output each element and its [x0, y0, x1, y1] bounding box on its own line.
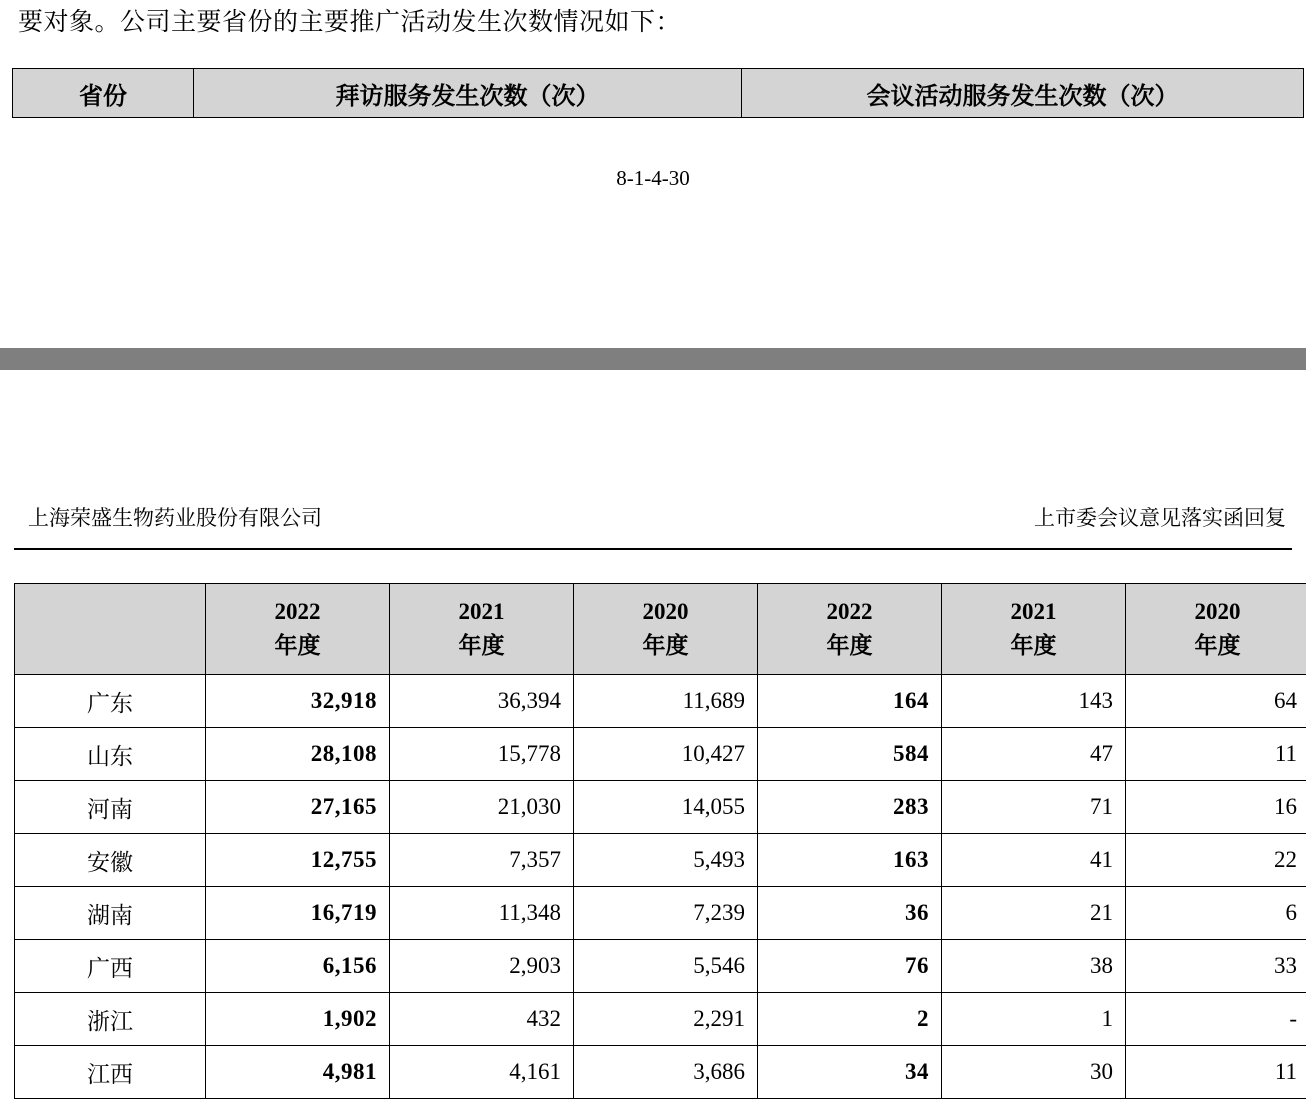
row-value: 2,291 [574, 993, 758, 1046]
table-row [15, 834, 1306, 887]
section-separator-bar [0, 348, 1306, 370]
row-value: 30 [942, 1046, 1126, 1099]
row-value: 4,161 [390, 1046, 574, 1099]
table-header-row [15, 584, 1306, 675]
row-value: 11,689 [574, 675, 758, 728]
header-meeting-2020 [1126, 584, 1306, 675]
header-meeting-2021-year: 2021 [943, 595, 1124, 629]
row-value: 36,394 [390, 675, 574, 728]
promotion-header-table [12, 68, 1304, 118]
header-visit-2021-unit: 年度 [391, 629, 572, 663]
row-value: 11 [1126, 1046, 1306, 1099]
row-province: 江西 [15, 1046, 206, 1099]
running-header-title: 上市委会议意见落实函回复 [1034, 502, 1286, 532]
header-visit-2021 [390, 584, 574, 675]
row-province: 广东 [15, 675, 206, 728]
row-value: 7,357 [390, 834, 574, 887]
row-value: 5,493 [574, 834, 758, 887]
header-visit-2022-year: 2022 [207, 595, 388, 629]
header-visit-2020 [574, 584, 758, 675]
row-province: 山东 [15, 728, 206, 781]
row-value: 16 [1126, 781, 1306, 834]
row-value: 32,918 [206, 675, 390, 728]
row-value: 2 [758, 993, 942, 1046]
table-row [15, 887, 1306, 940]
header-visit-2022-unit: 年度 [207, 629, 388, 663]
header-province [15, 584, 206, 675]
row-value: 6 [1126, 887, 1306, 940]
row-value: 15,778 [390, 728, 574, 781]
row-value: 36 [758, 887, 942, 940]
row-value: 11 [1126, 728, 1306, 781]
header-visit-2020-year: 2020 [575, 595, 756, 629]
header-meeting-2021 [942, 584, 1126, 675]
table-row [15, 1046, 1306, 1099]
running-header [28, 502, 1286, 532]
header-visit-2020-unit: 年度 [575, 629, 756, 663]
row-value: 34 [758, 1046, 942, 1099]
row-value: 4,981 [206, 1046, 390, 1099]
row-value: 143 [942, 675, 1126, 728]
row-value: 21 [942, 887, 1126, 940]
header-visit-2022 [206, 584, 390, 675]
header-meeting-2022-unit: 年度 [759, 629, 940, 663]
row-value: 28,108 [206, 728, 390, 781]
row-value: 76 [758, 940, 942, 993]
header-meeting-2021-unit: 年度 [943, 629, 1124, 663]
intro-paragraph: 要对象。公司主要省份的主要推广活动发生次数情况如下： [18, 6, 1288, 40]
table-row [15, 728, 1306, 781]
row-value: 41 [942, 834, 1126, 887]
row-value: 12,755 [206, 834, 390, 887]
row-value: 10,427 [574, 728, 758, 781]
row-value: 584 [758, 728, 942, 781]
row-value: 33 [1126, 940, 1306, 993]
top-table-header-visit-count: 拜访服务发生次数（次） [194, 69, 742, 118]
page-number: 8-1-4-30 [0, 166, 1306, 191]
running-header-company: 上海荣盛生物药业股份有限公司 [28, 502, 322, 532]
header-meeting-2022-year: 2022 [759, 595, 940, 629]
row-value: 164 [758, 675, 942, 728]
row-value: 163 [758, 834, 942, 887]
table-row [15, 940, 1306, 993]
row-value: 432 [390, 993, 574, 1046]
top-table-header-province: 省份 [13, 69, 194, 118]
row-value: 14,055 [574, 781, 758, 834]
row-value: 3,686 [574, 1046, 758, 1099]
row-value: 64 [1126, 675, 1306, 728]
row-value: 1,902 [206, 993, 390, 1046]
top-table-header-meeting-count: 会议活动服务发生次数（次） [742, 69, 1304, 118]
header-rule [14, 548, 1292, 550]
row-province: 广西 [15, 940, 206, 993]
table-row [15, 675, 1306, 728]
row-value: 5,546 [574, 940, 758, 993]
province-promotion-table [14, 583, 1306, 1099]
row-value: 47 [942, 728, 1126, 781]
row-value: 11,348 [390, 887, 574, 940]
row-value: 1 [942, 993, 1126, 1046]
header-visit-2021-year: 2021 [391, 595, 572, 629]
row-value: 71 [942, 781, 1126, 834]
table-row [13, 69, 1304, 118]
table-row [15, 993, 1306, 1046]
row-province: 湖南 [15, 887, 206, 940]
row-value: 2,903 [390, 940, 574, 993]
row-value: 6,156 [206, 940, 390, 993]
row-value: 38 [942, 940, 1126, 993]
row-value: 22 [1126, 834, 1306, 887]
header-meeting-2020-unit: 年度 [1127, 629, 1306, 663]
row-province: 河南 [15, 781, 206, 834]
row-value: 7,239 [574, 887, 758, 940]
row-value: 283 [758, 781, 942, 834]
row-province: 安徽 [15, 834, 206, 887]
row-province: 浙江 [15, 993, 206, 1046]
table-row [15, 781, 1306, 834]
row-value: 27,165 [206, 781, 390, 834]
header-meeting-2020-year: 2020 [1127, 595, 1306, 629]
row-value: 21,030 [390, 781, 574, 834]
row-value: 16,719 [206, 887, 390, 940]
header-meeting-2022 [758, 584, 942, 675]
row-value: - [1126, 993, 1306, 1046]
